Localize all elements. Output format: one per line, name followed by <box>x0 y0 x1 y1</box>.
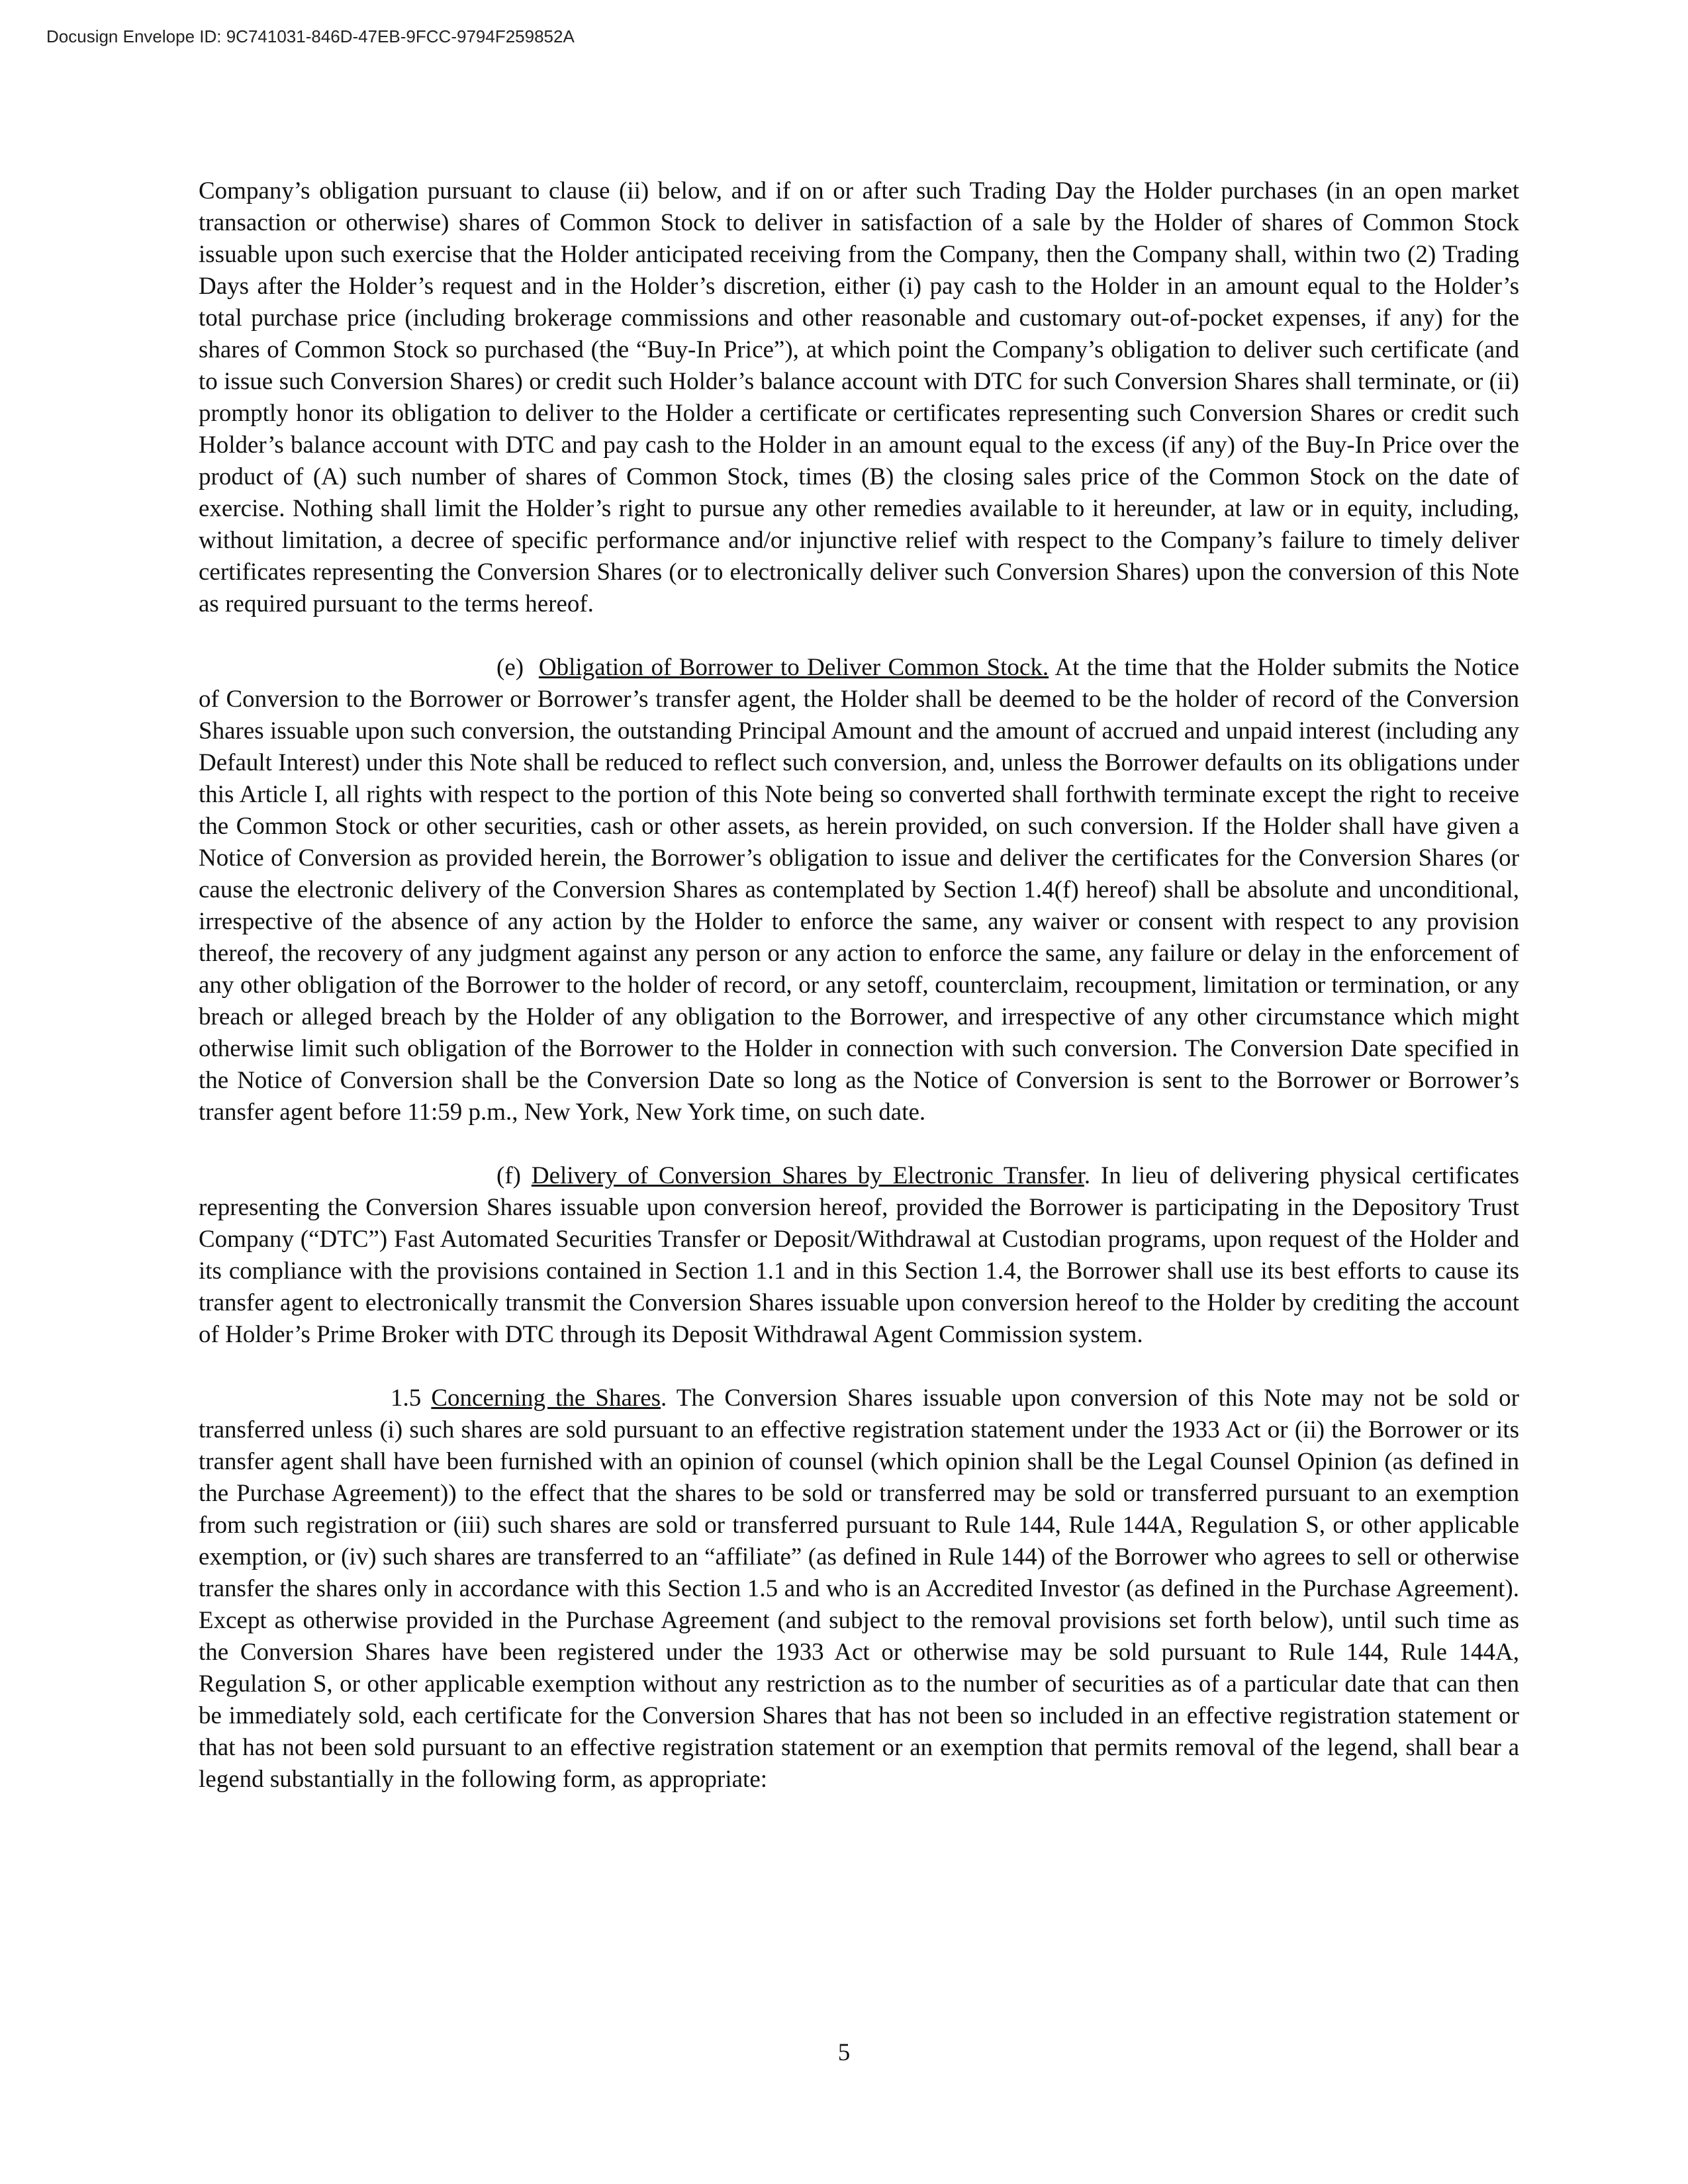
page-number: 5 <box>837 2039 851 2066</box>
section-1-5-text: . The Conversion Shares issuable upon conversion of this Note may not be sold or transferred unless (i) such shares are sold pursuant to an effective registration statement under the 1933 Act or (ii) the Borrower or its transfer agent shall have been furnished with an opinion of counsel (which opinion shall be the Legal Counsel Opinion (as defined in the Purchase Agreement)) to the effect that the shares to be sold or transferred may be sold or transferred pursuant to an exemption from such registration or (iii) such shares are sold or transferred pursuant to Rule 144, Rule 144A, Regulation S, or other applicable exemption, or (iv) such shares are transferred to an “affiliate” (as defined in Rule 144) of the Borrower who agrees to sell or otherwise transfer the shares only in accordance with this Section 1.5 and who is an Accredited Investor (as defined in the Purchase Agreement). Except as otherwise provided in the Purchase Agreement (and subject to the removal provisions set forth below), until such time as the Conversion Shares have been registered under the 1933 Act or otherwise may be sold pursuant to Rule 144, Rule 144A, Regulation S, or other applicable exemption without any restriction as to the number of securities as of a particular date that can then be immediately sold, each certificate for the Conversion Shares that has not been so included in an effective registration statement or that has not been sold pursuant to an effective registration statement or an exemption that permits removal of the legend, shall bear a legend substantially in the following form, as appropriate: <box>199 1385 1519 1793</box>
section-e-paragraph <box>199 652 1519 1128</box>
section-1-5-heading: Concerning the Shares <box>431 1385 661 1412</box>
section-1-5-paragraph <box>199 1383 1519 1796</box>
paragraph-spacer <box>199 1351 1519 1383</box>
section-e-label: (e) <box>496 654 524 681</box>
section-1-5-label: 1.5 <box>391 1385 422 1412</box>
paragraph-continued: Company’s obligation pursuant to clause (ii) below, and if on or after such Trading Day the Holder purchases (in an open market transaction or otherwise) shares of Common Stock to deliver in satisfaction of a sale by the Holder of shares of Common Stock issuable upon such exercise that the Holder anticipated receiving from the Company, then the Company shall, within two (2) Trading Days after the Holder’s request and in the Holder’s discretion, either (i) pay cash to the Holder in an amount equal to the Holder’s total purchase price (including brokerage commissions and other reasonable and customary out-of-pocket expenses, if any) for the shares of Common Stock so purchased (the “Buy-In Price”), at which point the Company’s obligation to deliver such certificate (and to issue such Conversion Shares) or credit such Holder’s balance account with DTC for such Conversion Shares shall terminate, or (ii) promptly honor its obligation to deliver to the Holder a certificate or certificates representing such Conversion Shares or credit such Holder’s balance account with DTC and pay cash to the Holder in an amount equal to the excess (if any) of the Buy-In Price over the product of (A) such number of shares of Common Stock, times (B) the closing sales price of the Common Stock on the date of exercise. Nothing shall limit the Holder’s right to pursue any other remedies available to it hereunder, at law or in equity, including, without limitation, a decree of specific performance and/or injunctive relief with respect to the Company’s failure to timely deliver certificates representing the Conversion Shares (or to electronically deliver such Conversion Shares) upon the conversion of this Note as required pursuant to the terms hereof. <box>199 177 1519 617</box>
paragraph-spacer <box>199 620 1519 652</box>
section-f-paragraph <box>199 1160 1519 1351</box>
section-f-text: . In lieu of delivering physical certificates representing the Conversion Shares issuable upon conversion hereof, provided the Borrower is participating in the Depository Trust Company (“DTC”) Fast Automated Securities Transfer or Deposit/Withdrawal at Custodian programs, upon request of the Holder and its compliance with the provisions contained in Section 1.1 and in this Section 1.4, the Borrower shall use its best efforts to cause its transfer agent to electronically transmit the Conversion Shares issuable upon conversion hereof to the Holder by crediting the account of Holder’s Prime Broker with DTC through its Deposit Withdrawal Agent Commission system. <box>199 1162 1519 1348</box>
paragraph-spacer <box>199 1128 1519 1160</box>
section-e-heading: Obligation of Borrower to Deliver Common Stock. <box>538 654 1049 681</box>
section-f-heading: Delivery of Conversion Shares by Electronic Transfer <box>531 1162 1084 1189</box>
section-f-label: (f) <box>496 1162 521 1189</box>
docusign-envelope-id: Docusign Envelope ID: 9C741031-846D-47EB-9FCC-9794F259852A <box>46 26 575 46</box>
document-body <box>199 175 1519 1796</box>
section-e-text: At the time that the Holder submits the Notice of Conversion to the Borrower or Borrower’s transfer agent, the Holder shall be deemed to be the holder of record of the Conversion Shares issuable upon such conversion, the outstanding Principal Amount and the amount of accrued and unpaid interest (including any Default Interest) under this Note shall be reduced to reflect such conversion, and, unless the Borrower defaults on its obligations under this Article I, all rights with respect to the portion of this Note being so converted shall forthwith terminate except the right to receive the Common Stock or other securities, cash or other assets, as herein provided, on such conversion. If the Holder shall have given a Notice of Conversion as provided herein, the Borrower’s obligation to issue and deliver the certificates for the Conversion Shares (or cause the electronic delivery of the Conversion Shares as contemplated by Section 1.4(f) hereof) shall be absolute and unconditional, irrespective of the absence of any action by the Holder to enforce the same, any waiver or consent with respect to any provision thereof, the recovery of any judgment against any person or any action to enforce the same, any failure or delay in the enforcement of any other obligation of the Borrower to the holder of record, or any setoff, counterclaim, recoupment, limitation or termination, or any breach or alleged breach by the Holder of any obligation to the Borrower, and irrespective of any other circumstance which might otherwise limit such obligation of the Borrower to the Holder in connection with such conversion. The Conversion Date specified in the Notice of Conversion shall be the Conversion Date so long as the Notice of Conversion is sent to the Borrower or Borrower’s transfer agent before 11:59 p.m., New York, New York time, on such date. <box>199 654 1519 1126</box>
